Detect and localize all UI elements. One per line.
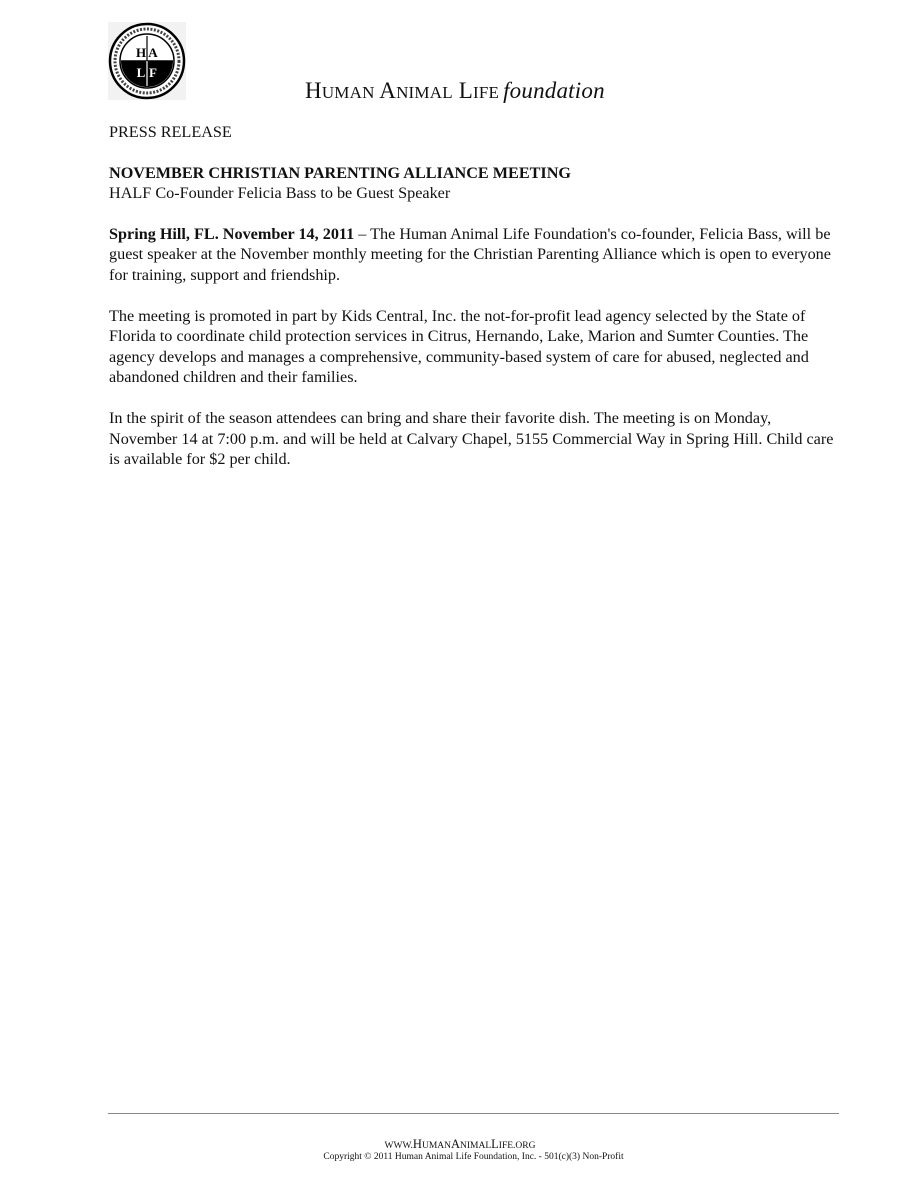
release-subheadline: HALF Co-Founder Felicia Bass to be Guest Speaker	[109, 184, 451, 203]
url-part-8: .ORG	[513, 1141, 536, 1151]
url-part-7: IFE	[498, 1141, 514, 1151]
release-headline: NOVEMBER CHRISTIAN PARENTING ALLIANCE MEETING	[109, 163, 572, 182]
logo-letter-l: L	[136, 65, 146, 80]
url-part-1: WWW.	[384, 1141, 413, 1151]
org-name-w1-cap: H	[305, 78, 322, 103]
org-name-w3-cap: L	[458, 78, 473, 103]
paragraph-1-text: – The Human Animal Life Foundation's co-founder, Felicia Bass, will be guest speaker at the November monthly meeting for the Christian Parenting Alliance which is open to everyone for training, support and friendship.	[109, 224, 831, 284]
url-part-4: A	[450, 1137, 461, 1151]
press-release-label: PRESS RELEASE	[109, 123, 232, 141]
url-part-5: NIMAL	[460, 1141, 492, 1151]
footer-website	[0, 1137, 920, 1152]
press-release-body	[109, 122, 839, 490]
paragraph-2: The meeting is promoted in part by Kids Central, Inc. the not-for-profit lead agency selected by the State of Florida to coordinate child protection services in Citrus, Hernando, Lake, Marion and Sumter Counties. The agency develops and manages a comprehensive, community-based system of care for abused, neglected and abandoned children and their families.	[109, 306, 809, 387]
foundation-logo-seal	[108, 22, 186, 100]
footer-divider	[108, 1113, 839, 1114]
logo-letter-a: A	[148, 45, 158, 60]
organization-name-heading	[305, 78, 605, 104]
half-seal-icon	[108, 22, 186, 100]
logo-letter-h: H	[135, 45, 147, 60]
url-part-6: L	[491, 1137, 499, 1151]
footer-copyright: Copyright © 2011 Human Animal Life Foundation, Inc. - 501(c)(3) Non-Profit	[323, 1152, 624, 1162]
org-name-foundation: foundation	[503, 78, 605, 103]
paragraph-1	[109, 224, 839, 286]
org-name-w3-rest: IFE	[472, 83, 500, 102]
logo-letter-f: F	[149, 65, 157, 80]
org-name-w1-rest: UMAN	[321, 83, 375, 102]
url-part-2: H	[412, 1137, 422, 1151]
paragraph-3: In the spirit of the season attendees can bring and share their favorite dish. The meeting is on Monday, November 14 at 7:00 p.m. and will be held at Calvary Chapel, 5155 Commercial Way in Spring Hill. Child care is available for $2 per child.	[109, 408, 834, 469]
dateline: Spring Hill, FL. November 14, 2011	[109, 224, 355, 243]
url-part-3: UMAN	[421, 1141, 451, 1151]
org-name-w2-rest: NIMAL	[396, 83, 453, 102]
org-name-w2-cap: A	[379, 78, 397, 103]
